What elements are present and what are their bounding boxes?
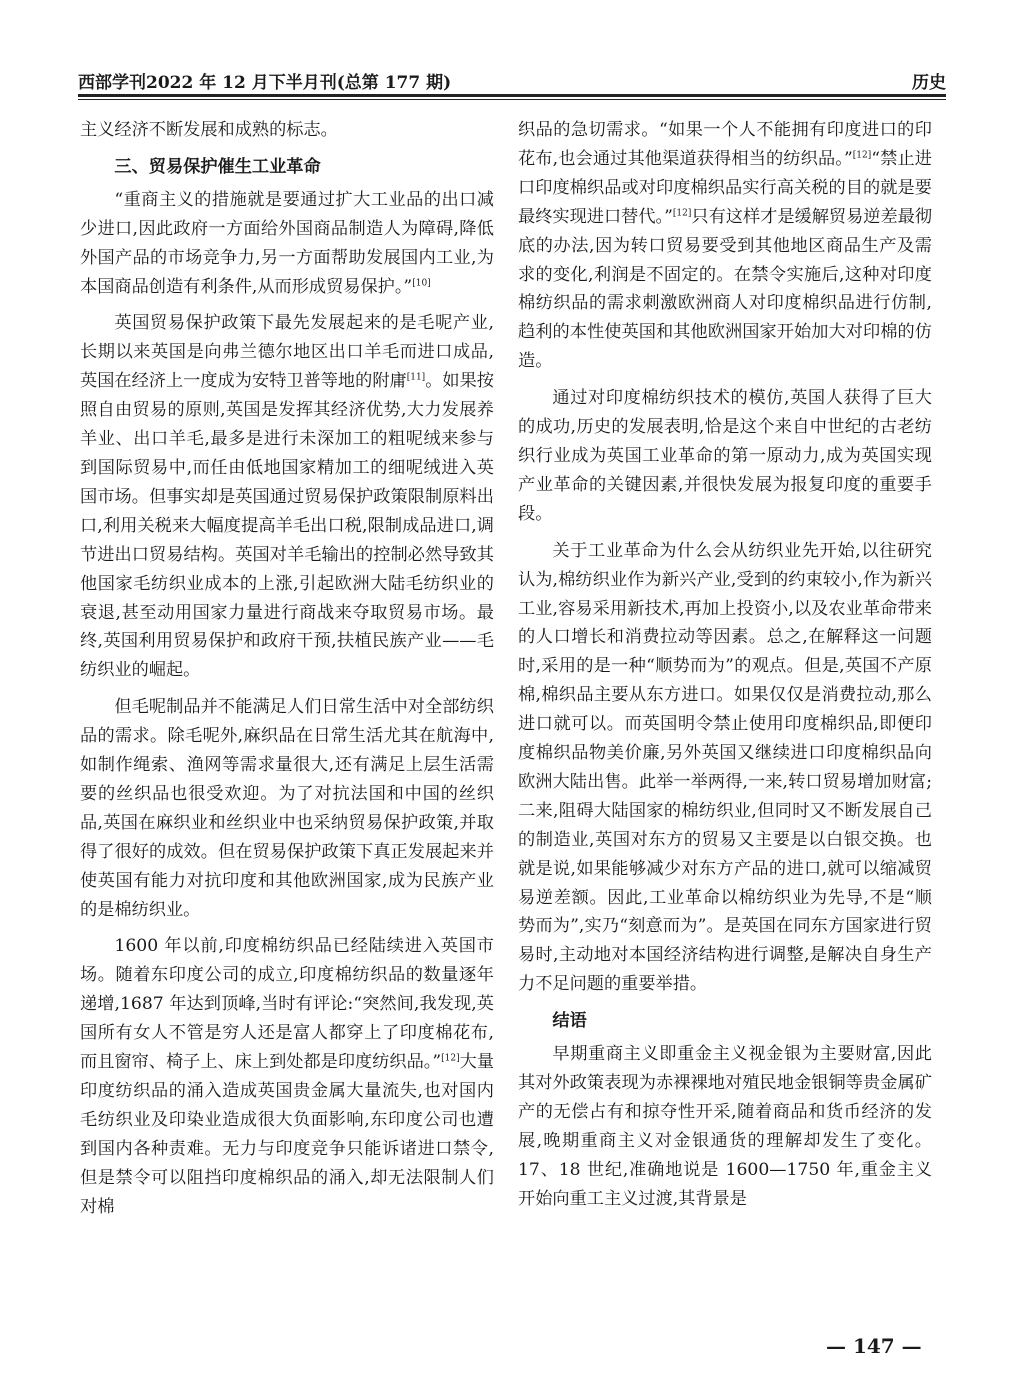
paragraph-text: “重商主义的措施就是要通过扩大工业品的出口减少进口,因此政府一方面给外国商品制造人为障碍,降低外国产品的市场竞争力,另一方面帮助发展国内工业,为本国商品创造有利条件,从而形成贸易保护。” xyxy=(80,189,494,297)
citation: [10] xyxy=(412,277,431,288)
paragraph xyxy=(80,932,494,1221)
paragraph xyxy=(80,186,494,302)
paragraph: 早期重商主义即重金主义视金银为主要财富,因此其对外政策表现为赤裸裸地对殖民地金银铜等贵金属矿产的无偿占有和掠夺性开采,随着商品和货币经济的发展,晚期重商主义对金银通货的理解却发生了变化。17、18 世纪,准确地说是 1600—1750 年,重金主义开始向重工主义过渡,其背景是 xyxy=(518,1044,932,1209)
paragraph xyxy=(80,309,494,685)
citation: [12] xyxy=(672,207,692,218)
journal-logo: 西部学刊 xyxy=(78,73,146,93)
page-header xyxy=(78,66,946,106)
left-column xyxy=(80,116,494,1230)
paragraph-text: 英国贸易保护政策下最先发展起来的是毛呢产业,长期以来英国是向弗兰德尔地区出口羊毛而进口成品,英国在经济上一度成为安特卫普等地的附庸 xyxy=(80,313,494,392)
citation: [11] xyxy=(406,372,426,383)
paragraph xyxy=(518,116,932,376)
citation: [12] xyxy=(852,150,872,161)
paragraph-text: “禁止进口印度棉织品或对印度棉织品实行高关税的目的就是要最终实现进口替代。” xyxy=(518,148,932,227)
paragraph-text: 大量印度纺织品的涌入造成英国贵金属大量流失,也对国内毛纺织业及印染业造成很大负面影响,东印度公司也遭到国内各种责难。无力与印度竞争只能诉诸进口禁令,但是禁令可以阻挡印度棉织品的涌入,却无法限制人们对棉 xyxy=(80,1052,495,1217)
paragraph-text: 1600 年以前,印度棉纺织品已经陆续进入英国市场。随着东印度公司的成立,印度棉纺织品的数量逐年递增,1687 年达到顶峰,当时有评论:“突然间,我发现,英国所有女人不管是穷人还是富人都穿上了印度棉花布,而且窗帘、椅子上、床上到处都是印度纺织品。” xyxy=(80,936,494,1073)
paragraph: 关于工业革命为什么会从纺织业先开始,以往研究认为,棉纺织业作为新兴产业,受到的约束较小,作为新兴工业,容易采用新技术,再加上投资小,以及农业革命带来的人口增长和消费拉动等因素。总之,在解释这一问题时,采用的是一种“顺势而为”的观点。但是,英国不产原棉,棉织品主要从东方进口。如果仅仅是消费拉动,那么进口就可以。而英国明令禁止使用印度棉织品,即便印度棉织品物美价廉,另外英国又继续进口印度棉织品向欧洲大陆出售。此举一举两得,一来,转口贸易增加财富;二来,阻碍大陆国家的棉纺织业,但同时又不断发展自己的制造业,英国对东方的贸易又主要是以白银交换。也就是说,如果能够减少对东方产品的进口,就可以缩减贸易逆差额。因此,工业革命以棉纺织业为先导,不是“顺势而为”,实乃“刻意而为”。是英国在同东方国家进行贸易时,主动地对本国经济结构进行调整,是解决自身生产力不足问题的重要举措。 xyxy=(518,540,932,995)
conclusion-heading: 结语 xyxy=(552,1011,587,1032)
journal-masthead xyxy=(78,68,451,93)
header-rule-thin xyxy=(78,99,946,100)
section-heading: 三、贸易保护催生工业革命 xyxy=(114,156,321,177)
right-column xyxy=(518,116,932,1222)
citation: [12] xyxy=(441,1053,460,1064)
paragraph: 但毛呢制品并不能满足人们日常生活中对全部纺织品的需求。除毛呢外,麻织品在日常生活尤其在航海中,如制作绳索、渔网等需求量很大,还有满足上层生活需要的丝织品也很受欢迎。为了对抗法国和中国的丝织品,英国在麻织业和丝织业中也采纳贸易保护政策,并取得了很好的成效。但在贸易保护政策下真正发展起来并使英国有能力对抗印度和其他欧洲国家,成为民族产业的是棉纺织业。 xyxy=(80,697,494,920)
section-label: 历史 xyxy=(912,73,946,93)
paragraph-text: 。如果按照自由贸易的原则,英国是发挥其经济优势,大力发展养羊业、出口羊毛,最多是进行未深加工的粗呢绒来参与到国际贸易中,而任由低地国家精加工的细呢绒进入英国市场。但事实却是英国通过贸易保护政策限制原料出口,利用关税来大幅度提高羊毛出口税,限制成品进口,调节进出口贸易结构。英国对羊毛输出的控制必然导致其他国家毛纺织业成本的上涨,引起欧洲大陆毛纺织业的衰退,甚至动用国家力量进行商战来夺取贸易市场。最终,英国利用贸易保护和政府干预,扶植民族产业——毛纺织业的崛起。 xyxy=(80,371,494,681)
paragraph-text: 只有这样才是缓解贸易逆差最彻底的办法,因为转口贸易要受到其他地区商品生产及需求的变化,利润是不固定的。在禁令实施后,这种对印度棉纺织品的需求刺激欧洲商人对印度棉织品进行仿制,趋利的本性使英国和其他欧洲国家开始加大对印棉的仿造。 xyxy=(518,206,933,372)
paragraph: 主义经济不断发展和成熟的标志。 xyxy=(80,120,338,140)
paragraph: 通过对印度棉纺织技术的模仿,英国人获得了巨大的成功,历史的发展表明,恰是这个来自中世纪的古老纺织行业成为英国工业革命的第一原动力,成为英国实现产业革命的关键因素,并很快发展为报复印度的重要手段。 xyxy=(518,388,932,524)
issue-info: 2022 年 12 月下半月刊(总第 177 期) xyxy=(146,73,452,93)
paragraph-text: 织品的急切需求。“如果一个人不能拥有印度进口的印花布,也会通过其他渠道获得相当的纺织品。” xyxy=(518,120,932,169)
page-number: — 147 — xyxy=(826,1334,922,1358)
header-rule-thick xyxy=(78,94,946,97)
